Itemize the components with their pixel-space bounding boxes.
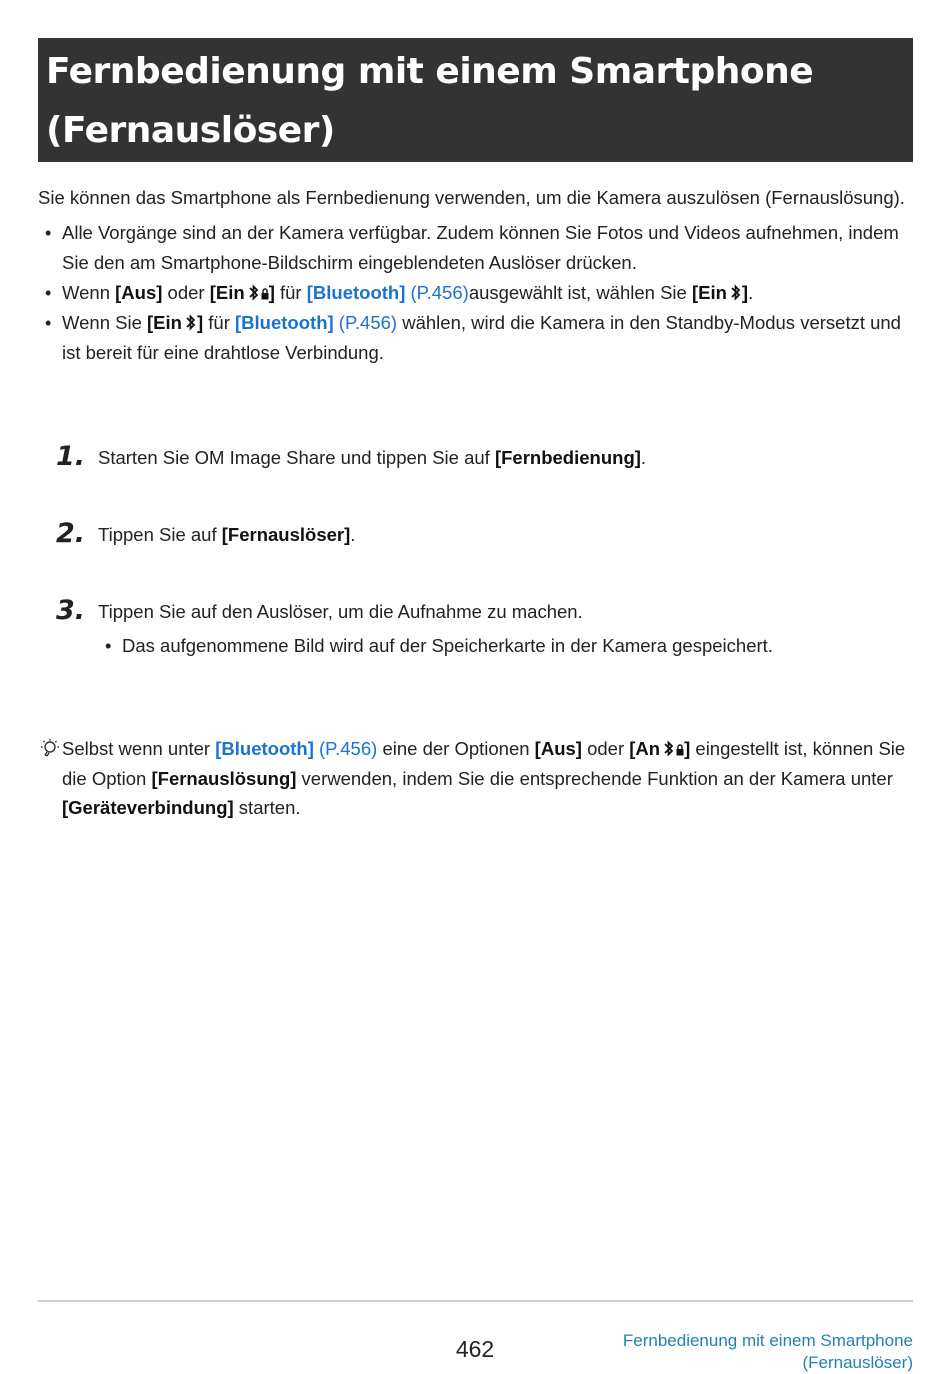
option-ein-label: [Ein [691, 282, 727, 303]
step-number: 3. [56, 595, 86, 626]
step-text-plain: Starten Sie OM Image Share und tippen Sie auf [98, 447, 495, 468]
step-menu-item: [Fernbedienung] [494, 447, 641, 468]
page-ref-link[interactable]: (P.456) [313, 738, 378, 759]
step-number: 1. [56, 441, 86, 472]
tip-text-plain: oder [581, 738, 630, 759]
note-item-2 [38, 278, 913, 308]
footer-section-link[interactable] [623, 1330, 913, 1374]
lock-icon [261, 287, 269, 300]
footer-title-line1: Fernbedienung mit einem Smartphone [622, 1331, 913, 1350]
step-text-plain: . [350, 524, 356, 545]
intro-paragraph: Sie können das Smartphone als Fernbedienung verwenden, um die Kamera auszulösen (Fernauslösung). [38, 187, 905, 208]
note-text: Wenn [62, 282, 116, 303]
tip-text [38, 734, 913, 823]
page-number: 462 [455, 1336, 495, 1362]
option-an-label: [An [629, 738, 661, 759]
option-ein [210, 282, 275, 303]
note-text: für [274, 282, 307, 303]
step-number: 2. [56, 518, 86, 549]
tip-text-plain: eine der Optionen [377, 738, 535, 759]
option-aus: [Aus] [115, 282, 163, 303]
page-title-line1: Fernbedienung mit einem Smartphone [46, 51, 814, 92]
bluetooth-link[interactable]: [Bluetooth] [306, 282, 406, 303]
bluetooth-icon [663, 740, 675, 757]
step-text-plain: . [640, 447, 647, 468]
note-item-1 [38, 218, 913, 278]
bluetooth-icon [185, 314, 197, 331]
option-an [629, 738, 690, 759]
bluetooth-link[interactable]: [Bluetooth] [215, 738, 314, 759]
bluetooth-icon [248, 284, 260, 301]
bracket: ] [196, 312, 204, 333]
bracket: ] [684, 738, 691, 759]
option-ein [692, 282, 748, 303]
note-item-3 [38, 308, 913, 368]
tip-text-plain: Selbst wenn unter [62, 738, 216, 759]
note-text: Wenn Sie [62, 312, 148, 333]
note-text: . [748, 282, 754, 303]
bracket: ] [268, 282, 275, 303]
step-subnote: • Das aufgenommene Bild wird auf der Speicherkarte in der Kamera gespeichert. [98, 633, 773, 659]
bracket: ] [741, 282, 749, 303]
page-ref-link[interactable]: (P.456) [333, 312, 398, 333]
lightbulb-icon [38, 738, 60, 760]
tip-text-plain: eingestellt ist, können Sie die Option [62, 738, 906, 789]
step-menu-item: [Fernauslöser] [221, 524, 351, 545]
step-text [98, 445, 646, 471]
note-text: Alle Vorgänge sind an der Kamera verfügbar. Zudem können Sie Fotos und Videos aufnehmen, indem Sie den am Smartphone-Bildschirm eingeblendeten Auslöser drücken. [62, 222, 899, 273]
page-ref-link[interactable]: (P.456) [405, 282, 469, 303]
notes-list [38, 218, 913, 368]
page-title-line2: (Fernauslöser) [46, 110, 335, 151]
bluetooth-link[interactable]: [Bluetooth] [235, 312, 334, 333]
bluetooth-icon [730, 284, 742, 301]
option-fernausloesung: [Fernauslösung] [151, 767, 297, 789]
option-ein [147, 312, 203, 333]
footer-divider [38, 1300, 913, 1302]
tip-text-plain: verwenden, indem Sie die entsprechende Funktion an der Kamera unter [296, 767, 893, 789]
page-title-bar [38, 38, 913, 162]
note-text: ausgewählt ist, wählen Sie [468, 282, 692, 303]
option-aus: [Aus] [534, 738, 582, 759]
step-text-plain: Tippen Sie auf [98, 524, 222, 545]
lock-icon [676, 743, 684, 756]
note-text: für [203, 312, 236, 333]
footer-title-line2: (Fernauslöser) [802, 1353, 913, 1372]
step-text: Tippen Sie auf den Auslöser, um die Aufnahme zu machen. [98, 601, 583, 622]
note-text: oder [162, 282, 210, 303]
option-ein-label: [Ein [147, 312, 182, 333]
note-text: wählen, wird die Kamera in den Standby-Modus versetzt und ist bereit für eine drahtlose Verbindung. [62, 312, 901, 363]
main-content [38, 183, 913, 818]
tip-text-plain: starten. [233, 797, 301, 818]
option-ein-label: [Ein [209, 282, 245, 303]
step-text [98, 522, 355, 548]
tip-box [38, 734, 913, 823]
option-geraeteverbindung: [Geräteverbindung] [62, 797, 234, 818]
